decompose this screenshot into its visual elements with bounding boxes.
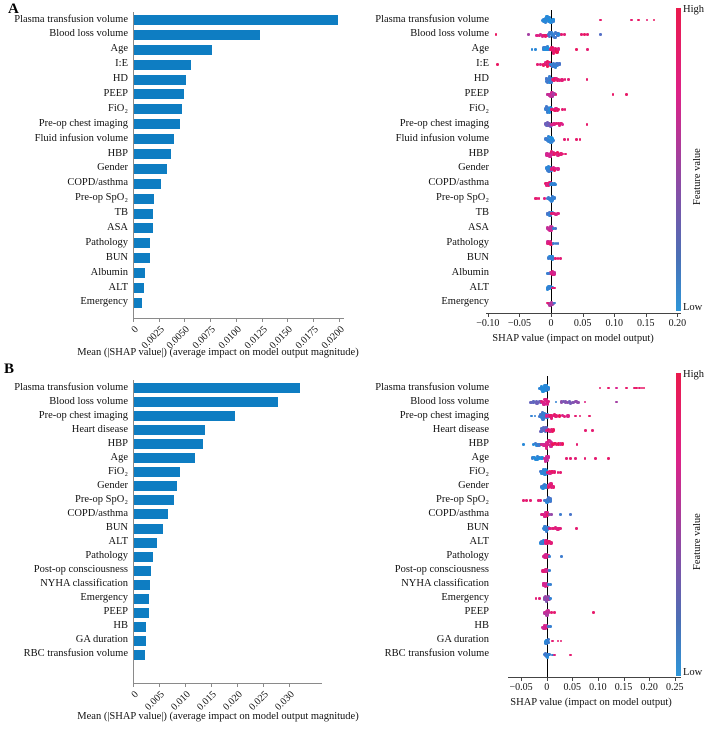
shap-dot: [546, 387, 549, 390]
shap-dot: [545, 446, 548, 449]
shap-dot: [522, 499, 525, 502]
shap-dot: [547, 456, 550, 459]
feature-label: Post-op consciousness: [33, 564, 128, 576]
shap-dot: [560, 640, 563, 643]
shap-dot: [584, 457, 587, 460]
shap-dot: [561, 442, 564, 445]
feature-label: NYHA classification: [401, 578, 489, 590]
shap-dot: [529, 499, 532, 502]
feature-label: ASA: [467, 221, 489, 233]
x-axis-tick: [624, 677, 625, 681]
feature-label: FiO₂: [468, 465, 489, 477]
feature-label: BUN: [105, 251, 128, 263]
tick-label: 0.0175: [293, 324, 321, 352]
feature-label: FiO₂: [468, 102, 489, 114]
tick-label: 0: [129, 324, 141, 336]
tick-label: 0.0125: [242, 324, 270, 352]
feature-label: Emergency: [80, 296, 128, 308]
shap-dot: [550, 513, 553, 516]
feature-label: Age: [110, 451, 128, 463]
feature-label: Pre-op chest imaging: [399, 117, 489, 129]
feature-label: ASA: [106, 221, 128, 233]
colorbar-low-label: Low: [683, 667, 703, 678]
feature-label: BUN: [466, 251, 489, 263]
shap-dot: [560, 555, 563, 558]
x-axis-tick: [521, 677, 522, 681]
x-axis-tick: [572, 677, 573, 681]
shap-dot: [599, 387, 602, 390]
feature-label: ALT: [108, 536, 128, 548]
feature-label: HD: [112, 73, 128, 85]
feature-label: COPD/asthma: [428, 177, 489, 189]
shap-dot: [594, 457, 597, 460]
shap-dot: [569, 457, 572, 460]
shap-dot: [566, 414, 569, 417]
feature-label: Pre-op chest imaging: [38, 117, 128, 129]
shap-dot: [548, 555, 551, 558]
shap-dot: [553, 471, 556, 474]
feature-label: HBP: [468, 437, 489, 449]
tick-label: 0: [548, 318, 554, 329]
shap-dot: [579, 415, 582, 418]
shap-dot: [607, 387, 610, 390]
tick-label: 0.05: [563, 682, 582, 693]
shap-dot: [549, 583, 552, 586]
feature-value-colorbar: [676, 373, 681, 676]
tick-label: 0.0075: [190, 324, 218, 352]
shap-dot: [615, 387, 618, 390]
feature-label: PEEP: [464, 87, 489, 99]
feature-label: BUN: [105, 522, 128, 533]
tick-label: −0.10: [476, 318, 500, 329]
shap-dot: [549, 625, 552, 628]
feature-label: Emergency: [441, 296, 489, 308]
feature-label: HBP: [107, 147, 128, 159]
colorbar-high-label: High: [683, 4, 704, 15]
shap-dot: [565, 457, 568, 460]
shap-dot: [538, 597, 541, 600]
feature-label: HB: [474, 620, 489, 632]
feature-label: HD: [473, 73, 489, 85]
tick-label: 0.020: [221, 689, 245, 713]
feature-label: Fluid infusion volume: [34, 132, 128, 144]
shap-dot: [534, 415, 537, 418]
tick-label: 0: [544, 682, 550, 693]
shap-dot: [615, 401, 618, 404]
feature-label: Albumin: [90, 266, 128, 278]
feature-label: GA duration: [75, 634, 128, 646]
feature-label: I:E: [115, 58, 128, 70]
feature-label: Plasma transfusion volume: [14, 13, 128, 25]
feature-label: ALT: [469, 281, 489, 293]
tick-label: −0.05: [509, 682, 533, 693]
feature-label: Age: [110, 43, 128, 55]
tick-label: −0.05: [507, 318, 531, 329]
feature-label: I:E: [476, 58, 489, 70]
shap-dot: [575, 527, 578, 530]
shap-dot: [555, 401, 558, 404]
feature-label: Pre-op SpO₂: [75, 493, 128, 505]
feature-label: Gender: [458, 162, 489, 174]
feature-label: COPD/asthma: [67, 507, 128, 519]
shap-dot: [574, 415, 577, 418]
feature-label: Pathology: [85, 236, 128, 248]
x-axis-label: SHAP value (impact on model output): [492, 333, 654, 344]
feature-label: Heart disease: [432, 423, 489, 435]
feature-label: RBC transfusion volume: [384, 648, 489, 660]
feature-label: ALT: [469, 536, 489, 548]
feature-label: Blood loss volume: [410, 395, 489, 407]
tick-label: 0.10: [605, 318, 623, 329]
feature-label: Blood loss volume: [49, 28, 128, 40]
shap-dot: [576, 401, 579, 404]
tick-label: 0.10: [589, 682, 607, 693]
tick-label: 0.015: [195, 689, 219, 713]
feature-label: Pathology: [446, 550, 489, 562]
shap-dot: [558, 527, 561, 530]
feature-label: PEEP: [464, 606, 489, 618]
shap-dot: [535, 597, 538, 600]
x-axis-line: [508, 677, 681, 678]
feature-label: Pathology: [446, 236, 489, 248]
x-axis-label: SHAP value (impact on model output): [510, 697, 672, 708]
colorbar-title: Feature value: [692, 147, 703, 205]
feature-label: ALT: [108, 281, 128, 293]
shap-dot: [574, 457, 577, 460]
x-axis-tick: [675, 677, 676, 681]
feature-label: COPD/asthma: [67, 177, 128, 189]
tick-label: 0.0100: [216, 324, 244, 352]
shap-dot: [539, 499, 542, 502]
tick-label: 0.010: [169, 689, 193, 713]
shap-dot: [625, 387, 628, 390]
panel-b-letter: B: [4, 361, 15, 377]
tick-label: 0.0150: [267, 324, 295, 352]
colorbar-high-label: High: [683, 369, 704, 380]
shap-dot: [559, 471, 562, 474]
feature-label: Blood loss volume: [410, 28, 489, 40]
x-axis-label: Mean (|SHAP value|) (average impact on model output magnitude): [77, 347, 359, 358]
shap-dot: [552, 428, 555, 431]
tick-label: 0.20: [640, 682, 658, 693]
shap-dot: [576, 443, 579, 446]
x-axis-tick: [598, 677, 599, 681]
feature-label: Age: [471, 451, 489, 463]
shap-dot: [551, 640, 554, 643]
x-axis-label: Mean (|SHAP value|) (average impact on model output magnitude): [77, 711, 359, 722]
feature-label: Emergency: [441, 592, 489, 604]
shap-dot: [525, 499, 528, 502]
feature-label: Gender: [458, 479, 489, 491]
tick-label: 0.025: [247, 689, 271, 713]
panel-a-letter: A: [8, 1, 19, 17]
feature-label: Pre-op SpO₂: [436, 192, 489, 204]
shap-dot: [588, 415, 591, 418]
shap-dot: [643, 387, 646, 390]
colorbar-title: Feature value: [692, 512, 703, 570]
feature-label: GA duration: [436, 634, 489, 646]
feature-label: Heart disease: [71, 423, 128, 435]
feature-label: HB: [113, 620, 128, 632]
tick-label: 0.030: [273, 689, 297, 713]
shap-dot: [569, 513, 572, 516]
feature-label: Pre-op SpO₂: [75, 192, 128, 204]
shap-dot: [591, 429, 594, 432]
shap-dot: [553, 654, 556, 657]
shap-dot: [522, 443, 525, 446]
tick-label: 0.005: [143, 689, 167, 713]
tick-label: 0: [129, 689, 141, 701]
feature-label: Fluid infusion volume: [395, 132, 489, 144]
x-axis-tick: [649, 677, 650, 681]
shap-dot: [547, 653, 550, 656]
tick-label: 0.0025: [139, 324, 167, 352]
feature-label: Plasma transfusion volume: [14, 381, 128, 393]
feature-label: Post-op consciousness: [394, 564, 489, 576]
feature-label: PEEP: [103, 606, 128, 618]
tick-label: 0.20: [668, 318, 687, 329]
feature-label: Emergency: [80, 592, 128, 604]
shap-dot: [584, 429, 587, 432]
tick-label: 0.15: [637, 318, 655, 329]
tick-label: 0.0200: [319, 324, 347, 352]
feature-label: FiO₂: [107, 102, 128, 114]
feature-label: Blood loss volume: [49, 395, 128, 407]
feature-label: HBP: [107, 437, 128, 449]
tick-label: 0.05: [573, 318, 592, 329]
feature-label: TB: [114, 207, 128, 219]
feature-label: Pre-op SpO₂: [436, 493, 489, 505]
shap-dot: [584, 401, 587, 404]
shap-dot: [549, 499, 552, 502]
shap-dot: [553, 611, 556, 614]
tick-label: 0.15: [614, 682, 633, 693]
feature-label: Plasma transfusion volume: [375, 381, 489, 393]
feature-label: Pre-op chest imaging: [38, 409, 128, 421]
shap-dot: [530, 415, 533, 418]
shap-dot: [549, 597, 552, 600]
shap-dot: [546, 611, 549, 614]
feature-label: Albumin: [451, 266, 489, 278]
feature-label: TB: [475, 207, 489, 219]
feature-label: Gender: [97, 162, 128, 174]
feature-label: PEEP: [103, 87, 128, 99]
feature-label: NYHA classification: [40, 578, 128, 590]
feature-label: BUN: [466, 522, 489, 533]
feature-label: Pre-op chest imaging: [399, 409, 489, 421]
feature-label: RBC transfusion volume: [23, 648, 128, 660]
x-axis-tick: [547, 677, 548, 681]
shap-dot: [559, 513, 562, 516]
shap-dot: [557, 640, 560, 643]
shap-dot: [569, 654, 572, 657]
shap-dot: [547, 400, 550, 403]
feature-label: FiO₂: [107, 465, 128, 477]
shap-dot: [592, 611, 595, 614]
feature-label: Plasma transfusion volume: [375, 13, 489, 25]
feature-label: COPD/asthma: [428, 507, 489, 519]
feature-label: Age: [471, 43, 489, 55]
feature-label: Gender: [97, 479, 128, 491]
shap-dot: [607, 457, 610, 460]
feature-label: Pathology: [85, 550, 128, 562]
feature-label: HBP: [468, 147, 489, 159]
tick-label: 0.0050: [164, 324, 193, 352]
colorbar-low-label: Low: [683, 302, 703, 313]
shap-dot: [549, 541, 552, 544]
tick-label: 0.25: [665, 682, 684, 693]
shap-dot: [548, 569, 551, 572]
